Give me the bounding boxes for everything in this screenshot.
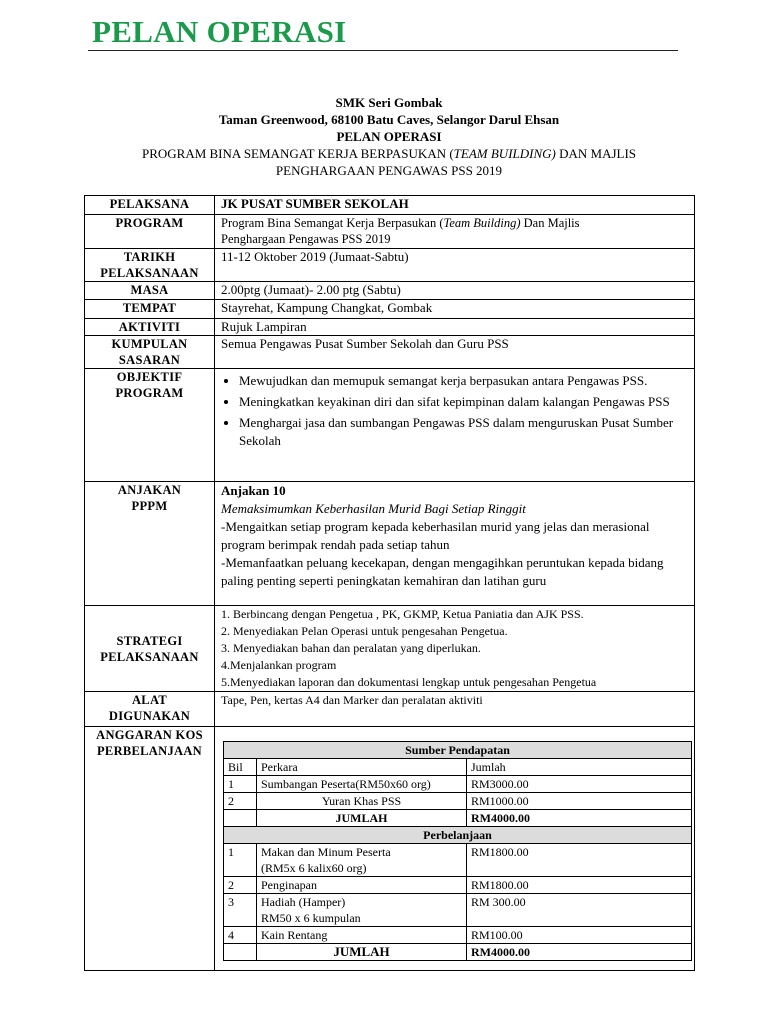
label-program: PROGRAM (85, 215, 215, 249)
label-anggaran-line2: PERBELANJAAN (97, 744, 202, 758)
label-anjakan (85, 482, 215, 606)
label-objektif-line2: PROGRAM (115, 386, 184, 400)
expense-perkara-line2: (RM5x 6 kalix60 org) (261, 861, 367, 875)
income-row (224, 776, 692, 793)
income-total-row (224, 810, 692, 827)
label-strategi-line1: STRATEGI (116, 633, 183, 648)
heading-divider (88, 50, 678, 51)
value-program (215, 215, 695, 249)
column-header-perkara: Perkara (257, 759, 467, 776)
expense-bil: 1 (224, 844, 257, 877)
school-address: Taman Greenwood, 68100 Batu Caves, Selangor Darul Ehsan (218, 112, 560, 127)
expense-row (224, 894, 692, 927)
value-masa: 2.00ptg (Jumaat)- 2.00 ptg (Sabtu) (215, 282, 695, 300)
label-alat-line1: ALAT (131, 693, 167, 707)
program-title-part1: PROGRAM BINA SEMANGAT KERJA BERPASUKAN ( (141, 146, 454, 161)
row-strategi (85, 606, 695, 692)
income-section-row (224, 742, 692, 759)
expense-jumlah: RM100.00 (467, 927, 692, 944)
label-kumpulan-line1: KUMPULAN (111, 337, 188, 351)
expense-perkara: Penginapan (257, 877, 467, 894)
label-strategi (85, 606, 215, 692)
expense-jumlah: RM1800.00 (467, 844, 692, 877)
program-title-line2: PENGHARGAAN PENGAWAS PSS 2019 (275, 163, 503, 178)
label-kumpulan (85, 336, 215, 369)
program-text-italic: Team Building) (443, 216, 521, 230)
income-jumlah: RM1000.00 (467, 793, 692, 810)
strategy-step: 3. Menyediakan bahan dan peralatan yang diperlukan. (221, 641, 481, 655)
row-alat (85, 692, 695, 727)
expense-bil: 2 (224, 877, 257, 894)
expense-total-row (224, 944, 692, 961)
expense-perkara: Kain Rentang (257, 927, 467, 944)
label-anjakan-line2: PPPM (131, 499, 168, 513)
value-anggaran (215, 727, 695, 971)
label-tarikh (85, 249, 215, 282)
objective-item: • Mewujudkan dan memupuk semangat kerja berpasukan antara Pengawas PSS. (239, 372, 688, 390)
expense-bil: 4 (224, 927, 257, 944)
strategy-step: 1. Berbincang dengan Pengetua , PK, GKMP, Ketua Paniatia dan AJK PSS. (221, 607, 584, 621)
row-pelaksana (85, 196, 695, 215)
expense-perkara (257, 894, 467, 927)
column-header-jumlah: Jumlah (467, 759, 692, 776)
strategy-step: 4.Menjalankan program (221, 658, 337, 672)
expense-perkara (257, 844, 467, 877)
expense-section-title: Perbelanjaan (224, 827, 692, 844)
label-alat (85, 692, 215, 727)
income-bil: 2 (224, 793, 257, 810)
row-objektif (85, 369, 695, 482)
budget-header-row (224, 759, 692, 776)
document-header (84, 94, 694, 179)
value-strategi (215, 606, 695, 692)
expense-jumlah: RM 300.00 (467, 894, 692, 927)
anjakan-point: -Memanfaatkan peluang kecekapan, dengan mengagihkan peruntukan kepada bidang paling penting seperti peningkatan kemahiran dan latihan guru (221, 555, 664, 588)
row-aktiviti (85, 319, 695, 336)
row-anggaran (85, 727, 695, 971)
objective-item: • Menghargai jasa dan sumbangan Pengawas PSS dalam menguruskan Pusat Sumber Sekolah (239, 414, 688, 450)
program-title (84, 145, 694, 162)
income-total-label: JUMLAH (257, 810, 467, 827)
row-kumpulan (85, 336, 695, 369)
label-kumpulan-line2: SASARAN (118, 353, 181, 367)
value-pelaksana: JK PUSAT SUMBER SEKOLAH (215, 196, 695, 215)
value-aktiviti: Rujuk Lampiran (215, 319, 695, 336)
budget-table (223, 741, 692, 961)
expense-perkara-line1: Makan dan Minum Peserta (261, 845, 391, 859)
objective-item: • Meningkatkan keyakinan diri dan sifat kepimpinan dalam kalangan Pengawas PSS (239, 393, 688, 411)
label-aktiviti: AKTIVITI (85, 319, 215, 336)
label-anggaran (85, 727, 215, 971)
expense-row (224, 927, 692, 944)
expense-total-label: JUMLAH (257, 944, 467, 961)
program-title-part2: DAN MAJLIS (555, 146, 637, 161)
row-anjakan (85, 482, 695, 606)
income-total-value: RM4000.00 (467, 810, 692, 827)
label-masa: MASA (85, 282, 215, 300)
school-name: SMK Seri Gombak (335, 95, 443, 110)
label-anggaran-line1: ANGGARAN KOS (96, 728, 203, 742)
expense-bil: 3 (224, 894, 257, 927)
value-alat: Tape, Pen, kertas A4 dan Marker dan peralatan aktiviti (215, 692, 695, 727)
value-tarikh: 11-12 Oktober 2019 (Jumaat-Sabtu) (215, 249, 695, 282)
label-objektif (85, 369, 215, 482)
income-section-title: Sumber Pendapatan (224, 742, 692, 759)
objective-list (221, 372, 688, 450)
row-tarikh (85, 249, 695, 282)
anjakan-title: Anjakan 10 (221, 483, 286, 498)
income-perkara: Yuran Khas PSS (257, 793, 467, 810)
program-text-part1: Program Bina Semangat Kerja Berpasukan ( (221, 216, 444, 230)
program-text-line2: Penghargaan Pengawas PSS 2019 (221, 232, 391, 246)
row-masa (85, 282, 695, 300)
strategy-step: 5.Menyediakan laporan dan dokumentasi lengkap untuk pengesahan Pengetua (221, 675, 597, 689)
label-objektif-line1: OBJEKTIF (116, 370, 183, 384)
value-anjakan (215, 482, 695, 606)
expense-jumlah: RM1800.00 (467, 877, 692, 894)
document-title: PELAN OPERASI (336, 129, 442, 144)
label-strategi-line2: PELAKSANAAN (100, 649, 199, 664)
expense-perkara-line1: Hadiah (Hamper) (261, 895, 346, 909)
expense-row (224, 877, 692, 894)
label-anjakan-line1: ANJAKAN (117, 483, 182, 497)
value-tempat: Stayrehat, Kampung Changkat, Gombak (215, 300, 695, 319)
expense-perkara-line2: RM50 x 6 kumpulan (261, 911, 361, 925)
label-tempat: TEMPAT (85, 300, 215, 319)
anjakan-point: -Mengaitkan setiap program kepada keberhasilan murid yang jelas dan merasional program berimpak rendah pada setiap tahun (221, 519, 650, 552)
income-perkara: Sumbangan Peserta(RM50x60 org) (257, 776, 467, 793)
column-header-bil: Bil (224, 759, 257, 776)
row-program (85, 215, 695, 249)
income-bil: 1 (224, 776, 257, 793)
expense-total-value: RM4000.00 (467, 944, 692, 961)
operation-plan-table (84, 195, 695, 971)
program-title-italic: TEAM BUILDING) (453, 146, 556, 161)
label-tarikh-line2: PELAKSANAAN (100, 266, 199, 280)
expense-section-row (224, 827, 692, 844)
program-text-part2: Dan Majlis (520, 216, 580, 230)
value-objektif (215, 369, 695, 482)
row-tempat (85, 300, 695, 319)
expense-row (224, 844, 692, 877)
strategy-step: 2. Menyediakan Pelan Operasi untuk pengesahan Pengetua. (221, 624, 508, 638)
label-pelaksana: PELAKSANA (85, 196, 215, 215)
value-kumpulan: Semua Pengawas Pusat Sumber Sekolah dan Guru PSS (215, 336, 695, 369)
anjakan-subtitle: Memaksimumkan Keberhasilan Murid Bagi Setiap Ringgit (221, 501, 526, 516)
income-jumlah: RM3000.00 (467, 776, 692, 793)
label-tarikh-line1: TARIKH (123, 250, 176, 264)
income-row (224, 793, 692, 810)
page-heading: PELAN OPERASI (92, 14, 347, 49)
label-alat-line2: DIGUNAKAN (108, 709, 191, 723)
